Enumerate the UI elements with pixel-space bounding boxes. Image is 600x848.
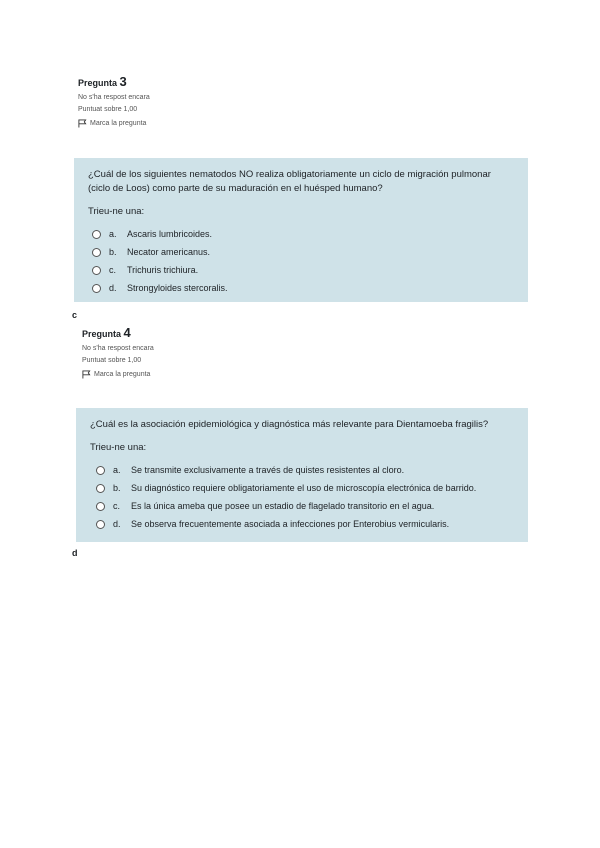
flag-icon xyxy=(82,370,91,379)
radio-button[interactable] xyxy=(92,284,101,293)
radio-button[interactable] xyxy=(96,520,105,529)
option-text: Ascaris lumbricoides. xyxy=(127,229,213,239)
option-text: Trichuris trichiura. xyxy=(127,265,199,275)
option-letter: d. xyxy=(109,283,117,293)
option-a[interactable] xyxy=(92,225,514,243)
flag-icon xyxy=(78,119,87,128)
question-number: 3 xyxy=(119,74,127,89)
question-number: 4 xyxy=(123,325,131,340)
question-3-status: No s'ha respost encara xyxy=(78,94,150,101)
question-4-flag-button[interactable] xyxy=(82,370,154,379)
question-4-answer: d xyxy=(72,548,78,558)
question-3-flag-button[interactable] xyxy=(78,119,150,128)
option-letter: b. xyxy=(113,483,121,493)
question-4-info xyxy=(82,325,154,379)
option-text: Strongyloides stercoralis. xyxy=(127,283,228,293)
option-a[interactable] xyxy=(96,461,514,479)
option-b[interactable] xyxy=(92,243,514,261)
question-title-word: Pregunta xyxy=(78,78,118,88)
option-text: Necator americanus. xyxy=(127,247,211,257)
radio-button[interactable] xyxy=(96,484,105,493)
flag-label: Marca la pregunta xyxy=(94,371,151,378)
flag-label: Marca la pregunta xyxy=(90,120,147,127)
option-d[interactable] xyxy=(92,279,514,297)
question-4-title xyxy=(82,325,154,340)
question-4-text: ¿Cuál es la asociación epidemiológica y diagnóstica más relevante para Dientamoeba fragilis? xyxy=(90,419,489,430)
radio-button[interactable] xyxy=(92,248,101,257)
option-letter: a. xyxy=(109,229,117,239)
radio-button[interactable] xyxy=(96,502,105,511)
question-4-status: No s'ha respost encara xyxy=(82,345,154,352)
question-3-box xyxy=(74,158,528,302)
option-text: Se transmite exclusivamente a través de quistes resistentes al cloro. xyxy=(131,465,405,475)
question-3-text: ¿Cuál de los siguientes nematodos NO realiza obligatoriamente un ciclo de migración pulmonar (ciclo de Loos) como parte de su maduración en el huésped humano? xyxy=(88,169,491,194)
question-3-answer: c xyxy=(72,310,78,320)
radio-button[interactable] xyxy=(92,230,101,239)
option-text: Es la única ameba que posee un estadio de flagelado transitorio en el agua. xyxy=(131,501,435,511)
question-4-box xyxy=(76,408,528,542)
question-3-info xyxy=(78,74,150,128)
option-letter: c. xyxy=(109,265,117,275)
option-c[interactable] xyxy=(92,261,514,279)
question-4-prompt: Trieu-ne una: xyxy=(90,442,147,453)
option-text: Su diagnóstico requiere obligatoriamente el uso de microscopía electrónica de barrido. xyxy=(131,483,477,493)
question-title-word: Pregunta xyxy=(82,329,122,339)
radio-button[interactable] xyxy=(96,466,105,475)
question-3-prompt: Trieu-ne una: xyxy=(88,206,145,217)
option-d[interactable] xyxy=(96,515,514,533)
option-letter: a. xyxy=(113,465,121,475)
option-letter: d. xyxy=(113,519,121,529)
question-3-options xyxy=(92,225,514,297)
radio-button[interactable] xyxy=(92,266,101,275)
option-letter: c. xyxy=(113,501,121,511)
option-b[interactable] xyxy=(96,479,514,497)
question-3-score: Puntuat sobre 1,00 xyxy=(78,106,138,113)
question-4-options xyxy=(96,461,514,533)
option-text: Se observa frecuentemente asociada a infecciones por Enterobius vermicularis. xyxy=(131,519,450,529)
option-c[interactable] xyxy=(96,497,514,515)
question-4-score: Puntuat sobre 1,00 xyxy=(82,357,142,364)
question-3-title xyxy=(78,74,150,89)
option-letter: b. xyxy=(109,247,117,257)
